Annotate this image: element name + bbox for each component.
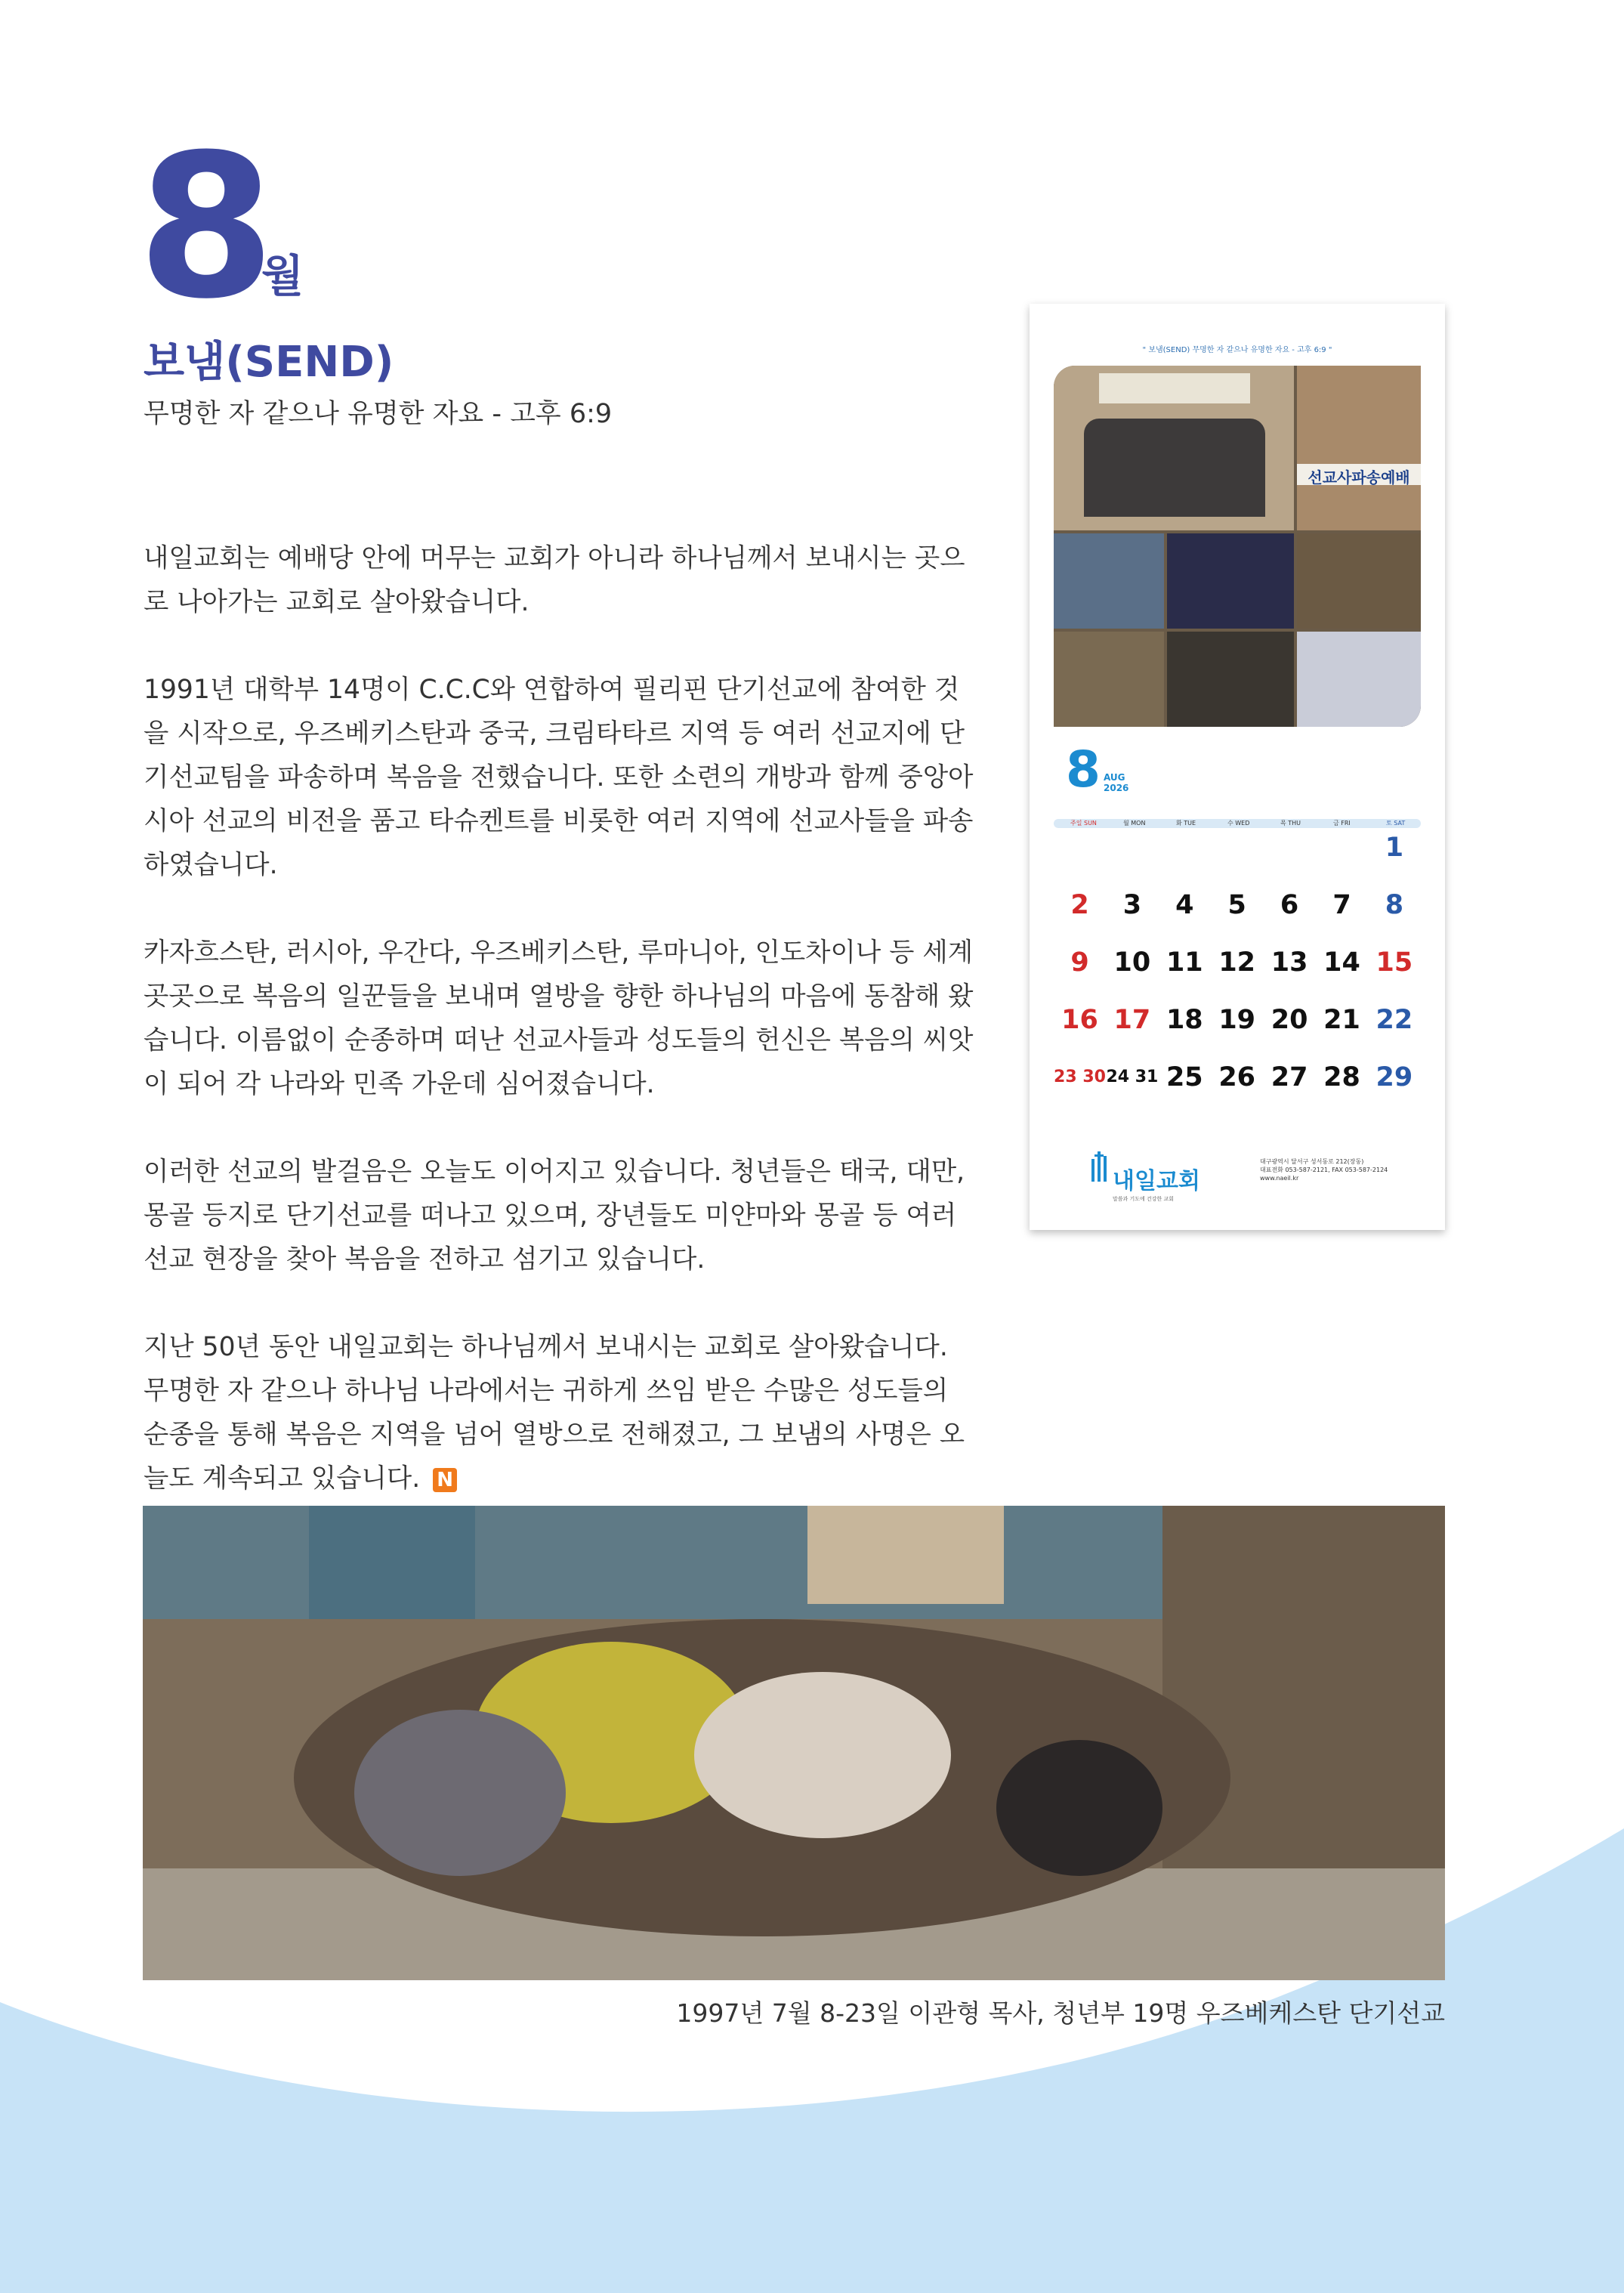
- calendar-day: 20: [1270, 1005, 1308, 1035]
- collage-photo: [1054, 632, 1164, 727]
- calendar-day: 26: [1218, 1062, 1256, 1092]
- calendar-day: 2: [1070, 890, 1089, 920]
- calendar-day: 1: [1385, 833, 1404, 863]
- calendar-day: 6: [1280, 890, 1299, 920]
- paragraph: 이러한 선교의 발걸음은 오늘도 이어지고 있습니다. 청년들은 태국, 대만, 몽골 등지로 단기선교를 떠나고 있으며, 장년들도 미얀마와 몽골 등 여러 선교 현장을 찾아 복음을 전하고 섬기고 있습니다.: [144, 1157, 965, 1275]
- mini-calendar-next: [1328, 751, 1419, 795]
- calendar-day: 27: [1270, 1062, 1308, 1092]
- calendar-day: 11: [1166, 947, 1203, 978]
- weekday-label: 수 WED: [1227, 820, 1250, 827]
- weekday-label: 월 MON: [1123, 820, 1146, 827]
- paragraph: 내일교회는 예배당 안에 머무는 교회가 아니라 하나님께서 보내시는 곳으로 나아가는 교회로 살아왔습니다.: [144, 543, 965, 617]
- calendar-day: 25: [1166, 1062, 1203, 1092]
- calendar-day: 9: [1070, 947, 1089, 978]
- calendar-day: 19: [1218, 1005, 1256, 1035]
- end-mark-icon: N: [433, 1468, 457, 1492]
- page-subtitle: 무명한 자 같으나 유명한 자요 - 고후 6:9: [144, 399, 613, 429]
- group-photo: [143, 1506, 1445, 1980]
- calendar-day: 5: [1227, 890, 1246, 920]
- page-title: 보냄(SEND): [144, 338, 394, 387]
- collage-photo: [1297, 632, 1421, 727]
- photo-banner-text: 선교사파송예배: [1308, 468, 1410, 487]
- calendar-day: 17: [1113, 1005, 1151, 1035]
- calendar-day: 18: [1166, 1005, 1203, 1035]
- calendar-day: 24 31: [1106, 1068, 1159, 1086]
- calendar-day: 28: [1323, 1062, 1360, 1092]
- paragraph-last: [144, 1325, 974, 1500]
- calendar-month-number: 8: [1066, 740, 1101, 799]
- weekday-label: 목 THU: [1280, 820, 1301, 827]
- calendar-day: 8: [1385, 890, 1404, 920]
- month-number: 8: [137, 112, 268, 342]
- calendar-day: 4: [1175, 890, 1194, 920]
- calendar-day: 23 30: [1054, 1068, 1106, 1086]
- mini-calendar-prev: [1222, 751, 1313, 795]
- collage-photo: [1297, 366, 1421, 530]
- calendar-top-caption: " 보냄(SEND) 무명한 자 같으나 유명한 자요 - 고후 6:9 ": [1142, 346, 1332, 354]
- calendar-month-label: AUG 2026: [1104, 772, 1129, 793]
- paragraph: 카자흐스탄, 러시아, 우간다, 우즈베키스탄, 루마니아, 인도차이나 등 세계 곳곳으로 복음의 일꾼들을 보내며 열방을 향한 하나님의 마음에 동참해 왔습니다. 이름없이 순종하며 떠난 선교사들과 성도들의 헌신은 복음의 씨앗이 되어 각 나라와 민족 가운데 심어졌습니다.: [144, 938, 974, 1099]
- weekday-label: 금 FRI: [1333, 820, 1351, 827]
- calendar-day: 7: [1332, 890, 1351, 920]
- calendar-weekday-bar: [1054, 819, 1421, 828]
- weekday-label: 주일 SUN: [1070, 820, 1097, 827]
- calendar-day: 16: [1061, 1005, 1098, 1035]
- calendar-day: 22: [1375, 1005, 1413, 1035]
- photo-caption: 1997년 7월 8-23일 이관형 목사, 청년부 19명 우즈베케스탄 단기선교: [676, 1998, 1445, 2028]
- calendar-day: 29: [1375, 1062, 1413, 1092]
- calendar-photo-collage: [1054, 366, 1421, 727]
- collage-photo: [1297, 533, 1421, 629]
- calendar-card: [1030, 304, 1445, 1230]
- collage-photo: [1167, 533, 1294, 629]
- calendar-day: 3: [1122, 890, 1142, 920]
- church-logo-text: 내일교회 말씀과 기도에 건강한 교회: [1113, 1168, 1200, 1202]
- paragraph: 지난 50년 동안 내일교회는 하나님께서 보내시는 교회로 살아왔습니다. 무명한 자 같으나 하나님 나라에서는 귀하게 쓰임 받은 수많은 성도들의 순종을 통해 복음은 지역을 넘어 열방으로 전해졌고, 그 보냄의 사명은 오늘도 계속되고 있습니다.: [144, 1332, 965, 1494]
- weekday-label: 화 TUE: [1176, 820, 1196, 827]
- collage-photo: [1167, 632, 1294, 727]
- calendar-day: 10: [1113, 947, 1151, 978]
- calendar-day: 12: [1218, 947, 1256, 978]
- church-contact-info: 대구광역시 달서구 성서동로 212(장동) 대표전화 053-587-2121, FAX 053-587-2124 www.naeil.kr: [1260, 1158, 1388, 1182]
- collage-photo: [1054, 533, 1164, 629]
- calendar-day: 15: [1375, 947, 1413, 978]
- month-word: 월: [261, 250, 304, 301]
- paragraph: 1991년 대학부 14명이 C.C.C와 연합하여 필리핀 단기선교에 참여한 것을 시작으로, 우즈베키스탄과 중국, 크림타타르 지역 등 여러 선교지에 단기선교팀을 파송하며 복음을 전했습니다. 또한 소련의 개방과 함께 중앙아시아 선교의 비전을 품고 타슈켄트를 비롯한 여러 지역에 선교사들을 파송하였습니다.: [144, 675, 974, 880]
- weekday-label: 토 SAT: [1386, 820, 1406, 827]
- article-body: [144, 536, 974, 1544]
- calendar-day: 14: [1323, 947, 1360, 978]
- church-logo-icon: [1090, 1148, 1113, 1182]
- collage-photo: [1054, 366, 1294, 530]
- calendar-day: 21: [1323, 1005, 1360, 1035]
- calendar-day: 13: [1270, 947, 1308, 978]
